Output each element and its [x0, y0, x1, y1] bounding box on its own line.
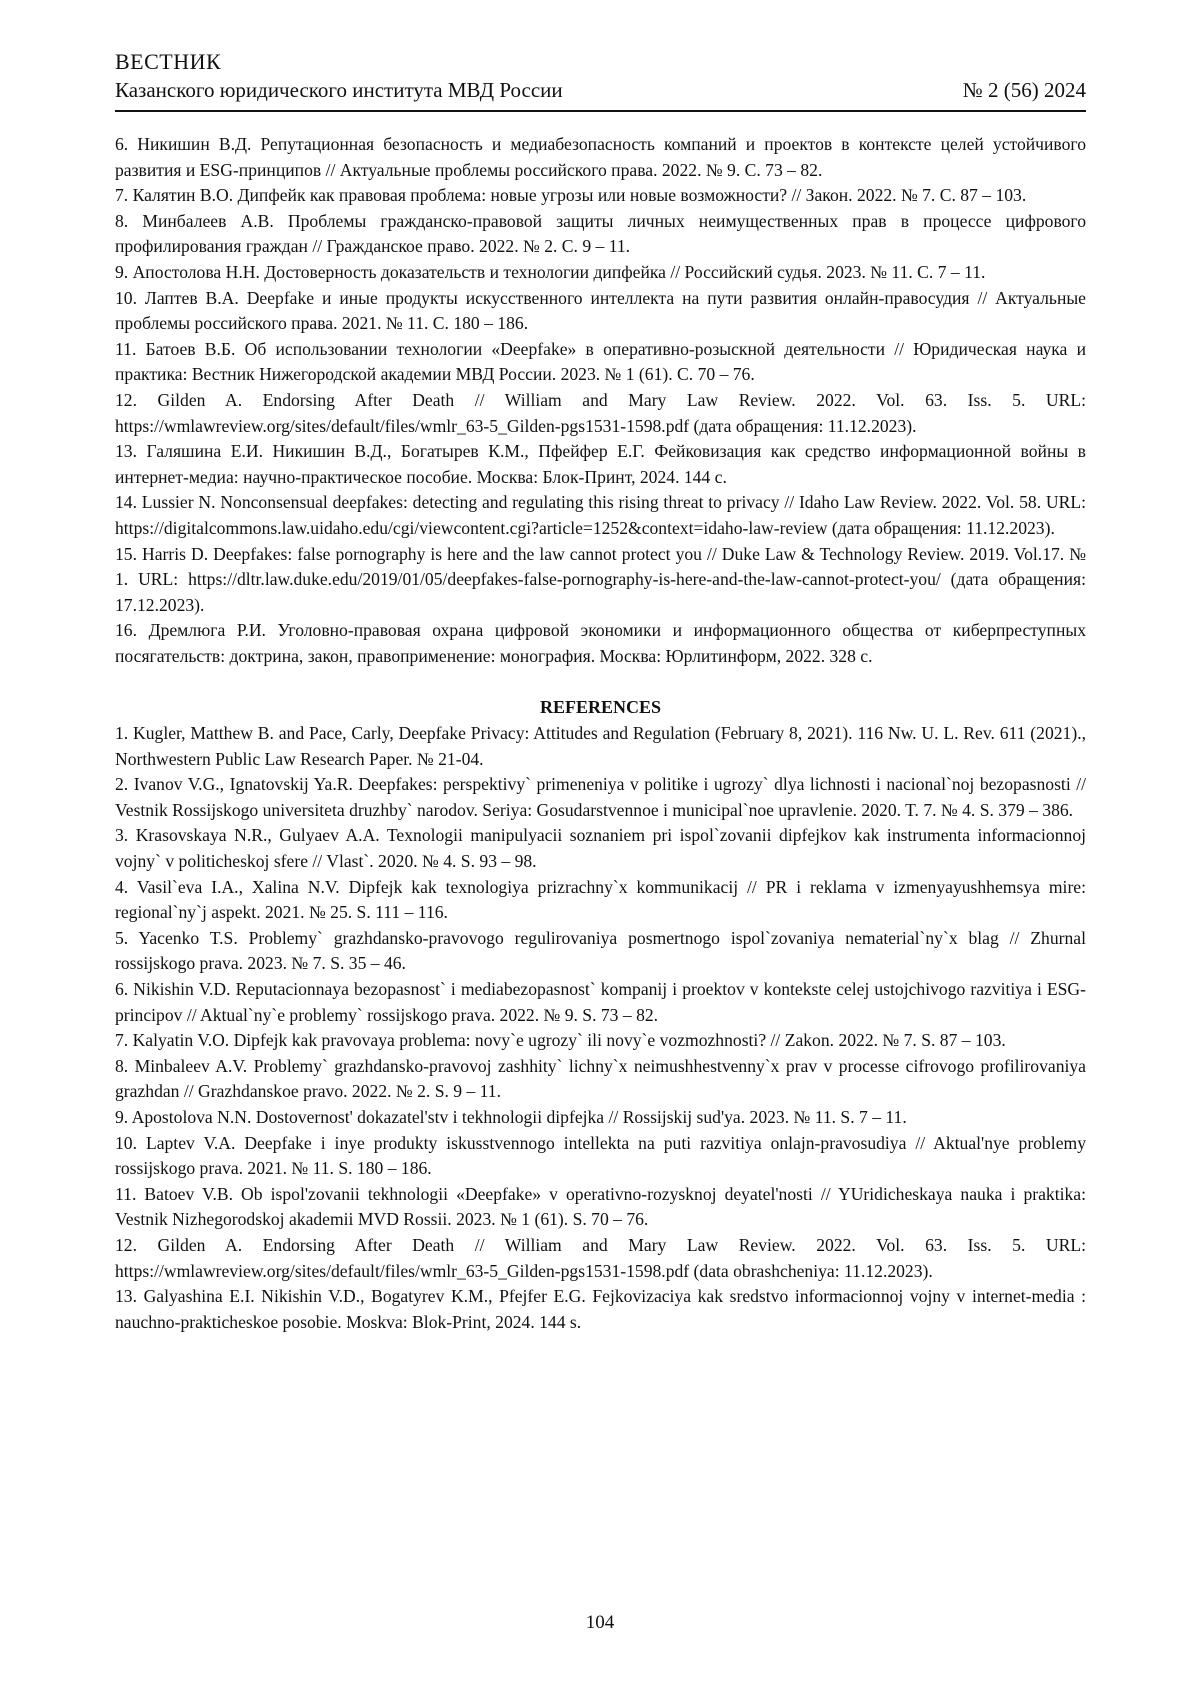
reference-item: 6. Nikishin V.D. Reputacionnaya bezopasnost` i mediabezopasnost` kompanij i proektov v kontekste celej ustojchivogo razvitiya i ESG-principov // Aktual`ny`e problemy` rossijskogo prava. 2022. № 9. S. 73 – 82. — [115, 977, 1086, 1028]
page-number: 104 — [0, 1611, 1200, 1635]
article-body — [115, 132, 1086, 1335]
institute-name: Казанского юридического института МВД России — [115, 76, 563, 104]
header-divider — [115, 110, 1086, 112]
reference-item: 12. Gilden A. Endorsing After Death // William and Mary Law Review. 2022. Vol. 63. Iss. 5. URL: https://wmlawreview.org/sites/default/files/wmlr_63-5_Gilden-pgs1531-1598.pdf (data obrashcheniya: 11.12.2023). — [115, 1233, 1086, 1284]
journal-page — [0, 0, 1200, 1697]
references-heading: REFERENCES — [115, 695, 1086, 721]
reference-item: 5. Yacenko T.S. Problemy` grazhdansko-pravovogo regulirovaniya posmertnogo ispol`zovaniya nematerial`ny`x blag // Zhurnal rossijskogo prava. 2023. № 7. S. 35 – 46. — [115, 926, 1086, 977]
reference-item: 13. Галяшина Е.И. Никишин В.Д., Богатырев К.М., Пфейфер Е.Г. Фейковизация как средство информационной войны в интернет-медиа: научно-практическое пособие. Москва: Блок-Принт, 2024. 144 с. — [115, 439, 1086, 490]
reference-item: 2. Ivanov V.G., Ignatovskij Ya.R. Deepfakes: perspektivy` primeneniya v politike i ugrozy` dlya lichnosti i nacional`noj bezopasnosti // Vestnik Rossijskogo universiteta druzhby` narodov. Seriya: Gosudarstvennoe i municipal`noe upravlenie. 2020. T. 7. № 4. S. 379 – 386. — [115, 772, 1086, 823]
reference-item: 3. Krasovskaya N.R., Gulyaev A.A. Texnologii manipulyacii soznaniem pri ispol`zovanii dipfejkov kak instrumenta informacionnoj vojny` v politicheskoj sfere // Vlast`. 2020. № 4. S. 93 – 98. — [115, 823, 1086, 874]
reference-item: 15. Harris D. Deepfakes: false pornography is here and the law cannot protect you // Duke Law & Technology Review. 2019. Vol.17. № 1. URL: https://dltr.law.duke.edu/2019/01/05/deepfakes-false-pornography-is-here-and-the-law-cannot-protect-you/ (дата обращения: 17.12.2023). — [115, 542, 1086, 619]
reference-item: 8. Минбалеев А.В. Проблемы гражданско-правовой защиты личных неимущественных прав в процессе цифрового профилирования граждан // Гражданское право. 2022. № 2. С. 9 – 11. — [115, 209, 1086, 260]
journal-subtitle-row — [115, 76, 1086, 104]
reference-item: 11. Батоев В.Б. Об использовании технологии «Deepfake» в оперативно-розыскной деятельности // Юридическая наука и практика: Вестник Нижегородской академии МВД России. 2023. № 1 (61). С. 70 – 76. — [115, 337, 1086, 388]
reference-item: 12. Gilden A. Endorsing After Death // William and Mary Law Review. 2022. Vol. 63. Iss. 5. URL: https://wmlawreview.org/sites/default/files/wmlr_63-5_Gilden-pgs1531-1598.pdf (дата обращения: 11.12.2023). — [115, 388, 1086, 439]
reference-item: 9. Apostolova N.N. Dostovernost' dokazatel'stv i tekhnologii dipfejka // Rossijskij sud'ya. 2023. № 11. S. 7 – 11. — [115, 1105, 1086, 1131]
reference-item: 7. Калятин В.О. Дипфейк как правовая проблема: новые угрозы или новые возможности? // Закон. 2022. № 7. С. 87 – 103. — [115, 183, 1086, 209]
reference-item: 14. Lussier N. Nonconsensual deepfakes: detecting and regulating this rising threat to privacy // Idaho Law Review. 2022. Vol. 58. URL: https://digitalcommons.law.uidaho.edu/cgi/viewcontent.cgi?article=1252&context=idaho-law-review (дата обращения: 11.12.2023). — [115, 490, 1086, 541]
reference-item: 10. Laptev V.A. Deepfake i inye produkty iskusstvennogo intellekta na puti razvitiya onlajn-pravosudiya // Aktual'nye problemy rossijskogo prava. 2021. № 11. S. 180 – 186. — [115, 1131, 1086, 1182]
reference-list-ru — [115, 132, 1086, 669]
reference-item: 6. Никишин В.Д. Репутационная безопасность и медиабезопасность компаний и проектов в контексте целей устойчивого развития и ESG-принципов // Актуальные проблемы российского права. 2022. № 9. С. 73 – 82. — [115, 132, 1086, 183]
journal-title: ВЕСТНИК — [115, 48, 1086, 76]
reference-item: 9. Апостолова Н.Н. Достоверность доказательств и технологии дипфейка // Российский судья. 2023. № 11. С. 7 – 11. — [115, 260, 1086, 286]
reference-item: 11. Batoev V.B. Ob ispol'zovanii tekhnologii «Deepfake» v operativno-rozysknoj deyatel'nosti // YUridicheskaya nauka i praktika: Vestnik Nizhegorodskoj akademii MVD Rossii. 2023. № 1 (61). S. 70 – 76. — [115, 1182, 1086, 1233]
reference-item: 7. Kalyatin V.O. Dipfejk kak pravovaya problema: novy`e ugrozy` ili novy`e vozmozhnosti? // Zakon. 2022. № 7. S. 87 – 103. — [115, 1028, 1086, 1054]
reference-item: 1. Kugler, Matthew B. and Pace, Carly, Deepfake Privacy: Attitudes and Regulation (February 8, 2021). 116 Nw. U. L. Rev. 611 (2021)., Northwestern Public Law Research Paper. № 21-04. — [115, 721, 1086, 772]
running-header — [115, 48, 1086, 104]
reference-item: 16. Дремлюга Р.И. Уголовно-правовая охрана цифровой экономики и информационного общества от киберпреступных посягательств: доктрина, закон, правоприменение: монография. Москва: Юрлитинформ, 2022. 328 с. — [115, 618, 1086, 669]
reference-list-en — [115, 721, 1086, 1335]
reference-item: 8. Minbaleev A.V. Problemy` grazhdansko-pravovoj zashhity` lichny`x neimushhestvenny`x prav v processe cifrovogo profilirovaniya grazhdan // Grazhdanskoe pravo. 2022. № 2. S. 9 – 11. — [115, 1054, 1086, 1105]
reference-item: 10. Лаптев В.А. Deepfake и иные продукты искусственного интеллекта на пути развития онлайн-правосудия // Актуальные проблемы российского права. 2021. № 11. С. 180 – 186. — [115, 286, 1086, 337]
reference-item: 13. Galyashina E.I. Nikishin V.D., Bogatyrev K.M., Pfejfer E.G. Fejkovizaciya kak sredstvo informacionnoj vojny v internet-media : nauchno-prakticheskoe posobie. Moskva: Blok-Print, 2024. 144 s. — [115, 1284, 1086, 1335]
issue-number: № 2 (56) 2024 — [963, 76, 1086, 104]
reference-item: 4. Vasil`eva I.A., Xalina N.V. Dipfejk kak texnologiya prizrachny`x kommunikacij // PR i reklama v izmenyayushhemsya mire: regional`ny`j aspekt. 2021. № 25. S. 111 – 116. — [115, 875, 1086, 926]
